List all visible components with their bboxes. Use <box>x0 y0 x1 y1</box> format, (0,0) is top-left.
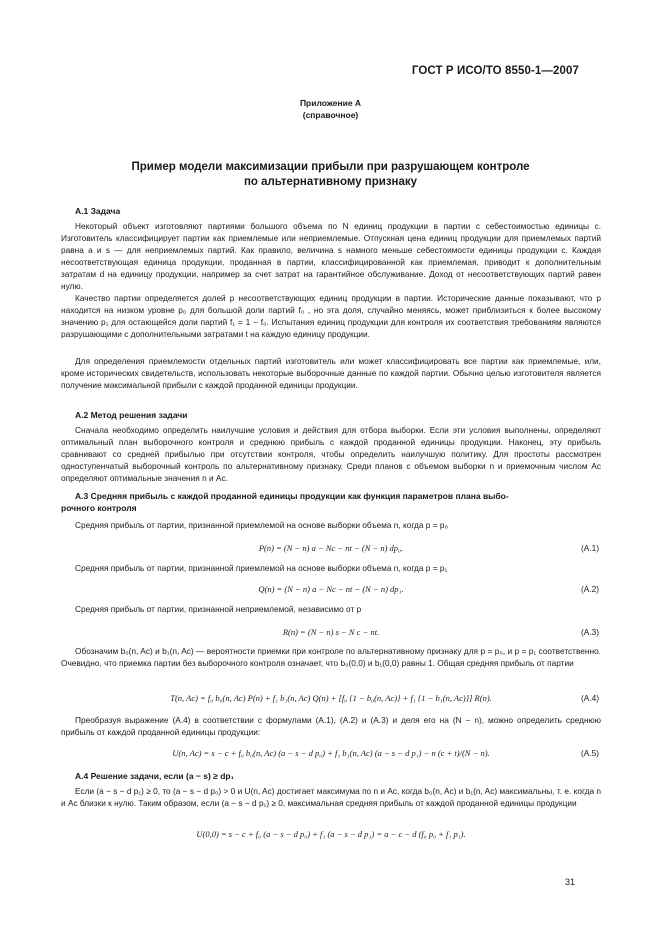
section-a4-heading: А.4 Решение задачи, если (a − s) ≥ dp₁ <box>75 771 235 781</box>
formula-a6-expression: U(0,0) = s − c + f₀ (a − s − d p₀) + f₁ (a − s − d p₁) = a − c − d (f₀ p₀ + f₁ p₁). <box>196 829 466 839</box>
section-a3-paragraph-4: Обозначим b₀(n, Ac) и b₁(n, Ac) — вероятности приемки при контроле по альтернативному признаку для p = p₀, и p = p₁ соответственно. Очевидно, что приемка партии без выборочного контроля означает, что b₀(0,0) и b₁(0,0) равны 1. Общая средняя прибыль от партии <box>61 646 601 668</box>
section-a1-paragraph-1: Некоторый объект изготовляют партиями большого объема по N единиц продукции в партии с себестоимостью единицы c. Изготовитель классифицирует партии как приемлемые или неприемлемые. Отпускная цена единиц продукции для приемлемых партий равна a и s — для неприемлемых партий. Как правило, величина s намного меньше себестоимости единицы продукции c. Каждая несоответствующая единица продукции, проданная в партии, классифицированной как приемлемая, приводит к дополнительным затратам d на единицу продукции, например за счет затрат на гарантийное обслуживание. Доход от несоответствующих партий равен нулю. <box>61 221 601 291</box>
formula-a5-expression: U(n, Ac) = s − c + f₀ b₀(n, Ac) (a − s − d p₀) + f₁ b₁(n, Ac) (a − s − d p₁) − n (c + t)/(N − n). <box>172 748 490 758</box>
section-a3-heading-line1: А.3 Средняя прибыль с каждой проданной единицы продукции как функция параметров плана выбо- <box>75 491 509 501</box>
section-a4-paragraph-1: Если (a − s − d p₁) ≥ 0, то (a − s − d p₀) > 0 и U(n, Ac) достигает максимума по n и Ac, когда b₀(n, Ac) и b₁(n, Ac) максимальны, т. е. когда n и Ac близки к нулю. Таким образом, если (a − s − d p₁) ≥ 0, максимальная средняя прибыль от каждой проданной единицы продукции <box>61 786 601 808</box>
section-a3-text-1: Средняя прибыль от партии, признанной приемлемой на основе выборки объема n, когда p = p₀ <box>75 520 448 530</box>
formula-a4-number: (А.4) <box>581 693 599 703</box>
formula-a2-expression: Q(n) = (N − n) a − Nc − nt − (N − n) dp₁. <box>258 584 404 594</box>
section-a1-paragraph-3: Для определения приемлемости отдельных партий изготовитель или может классифицировать все партии как приемлемые, или, кроме исторических свидетельств, использовать некоторые выборочные данные по каждой партии. Обычно целью изготовителя является получение максимальной прибыли с каждой проданной единицы продукции. <box>61 356 601 390</box>
section-a3-text-3: Средняя прибыль от партии, признанной неприемлемой, независимо от p <box>75 604 362 614</box>
section-a1-paragraph-2: Качество партии определяется долей p несоответствующих единиц продукции в партии. Исторические данные показывают, что p находится на низком уровне p₀ для большой доли партий f₀ , но эта доля, случайно меняясь, может приблизиться к более высокому значению p₁ для остающейся доли партий f₁ = 1 − f₀. Испытания единиц продукции для контроля их соответствия требованиям являются разрушающими с дополнительными затратами t на каждую единицу продукции. <box>61 293 601 339</box>
formula-a2-number: (А.2) <box>581 584 599 594</box>
section-a3-text-2: Средняя прибыль от партии, признанной приемлемой на основе выборки объема n, когда p = p₁ <box>75 563 448 573</box>
section-a1-heading: А.1 Задача <box>75 206 121 216</box>
section-a3-paragraph-5: Преобразуя выражение (А.4) в соответствии с формулами (А.1), (А.2) и (А.3) и деля его на (N − n), можно определить среднюю прибыль от каждой проданной единицы продукции: <box>61 715 601 737</box>
main-title-line1: Пример модели максимизации прибыли при разрушающем контроле <box>131 161 530 173</box>
page-number: 31 <box>564 877 575 887</box>
section-a2-heading: А.2 Метод решения задачи <box>75 410 188 420</box>
standard-number: ГОСТ Р ИСО/ТО 8550-1—2007 <box>411 65 579 77</box>
formula-a4-expression: T(n, Ac) = f₀ b₀(n, Ac) P(n) + f₁ b₁(n, Ac) Q(n) + [f₀ {1 − b₀(n, Ac)} + f₁ {1 − b₁(n, Ac)}] R(n). <box>170 693 492 703</box>
formula-a1-number: (А.1) <box>581 543 599 553</box>
formula-a3-number: (А.3) <box>581 627 599 637</box>
appendix-subtitle: (справочное) <box>302 110 359 120</box>
main-title-line2: по альтернативному признаку <box>243 176 418 188</box>
formula-a3-expression: R(n) = (N − n) s − N c − nt. <box>282 627 380 637</box>
section-a2-paragraph-1: Сначала необходимо определить наилучшие условия и действия для отбора выборки. Если эти условия выполнены, определяют оптимальный план выборочного контроля и среднюю прибыль с каждой проданной единицы продукции. Наконец, эту прибыль сравнивают со средней прибылью при отсутствии контроля, чтобы определить наилучшую политику. Для простоты рассмотрен одноступенчатый выборочный контроль по альтернативному признаку. Среди планов с объемом выборки n и приемочным числом Ac определяют оптимальные значения n и Ac. <box>61 425 601 483</box>
formula-a1-expression: P(n) = (N − n) a − Nc − nt − (N − n) dp₀. <box>258 543 404 553</box>
section-a3-heading-line2: рочного контроля <box>61 503 137 513</box>
formula-a5-number: (А.5) <box>581 748 599 758</box>
appendix-title: Приложение А <box>299 98 362 108</box>
